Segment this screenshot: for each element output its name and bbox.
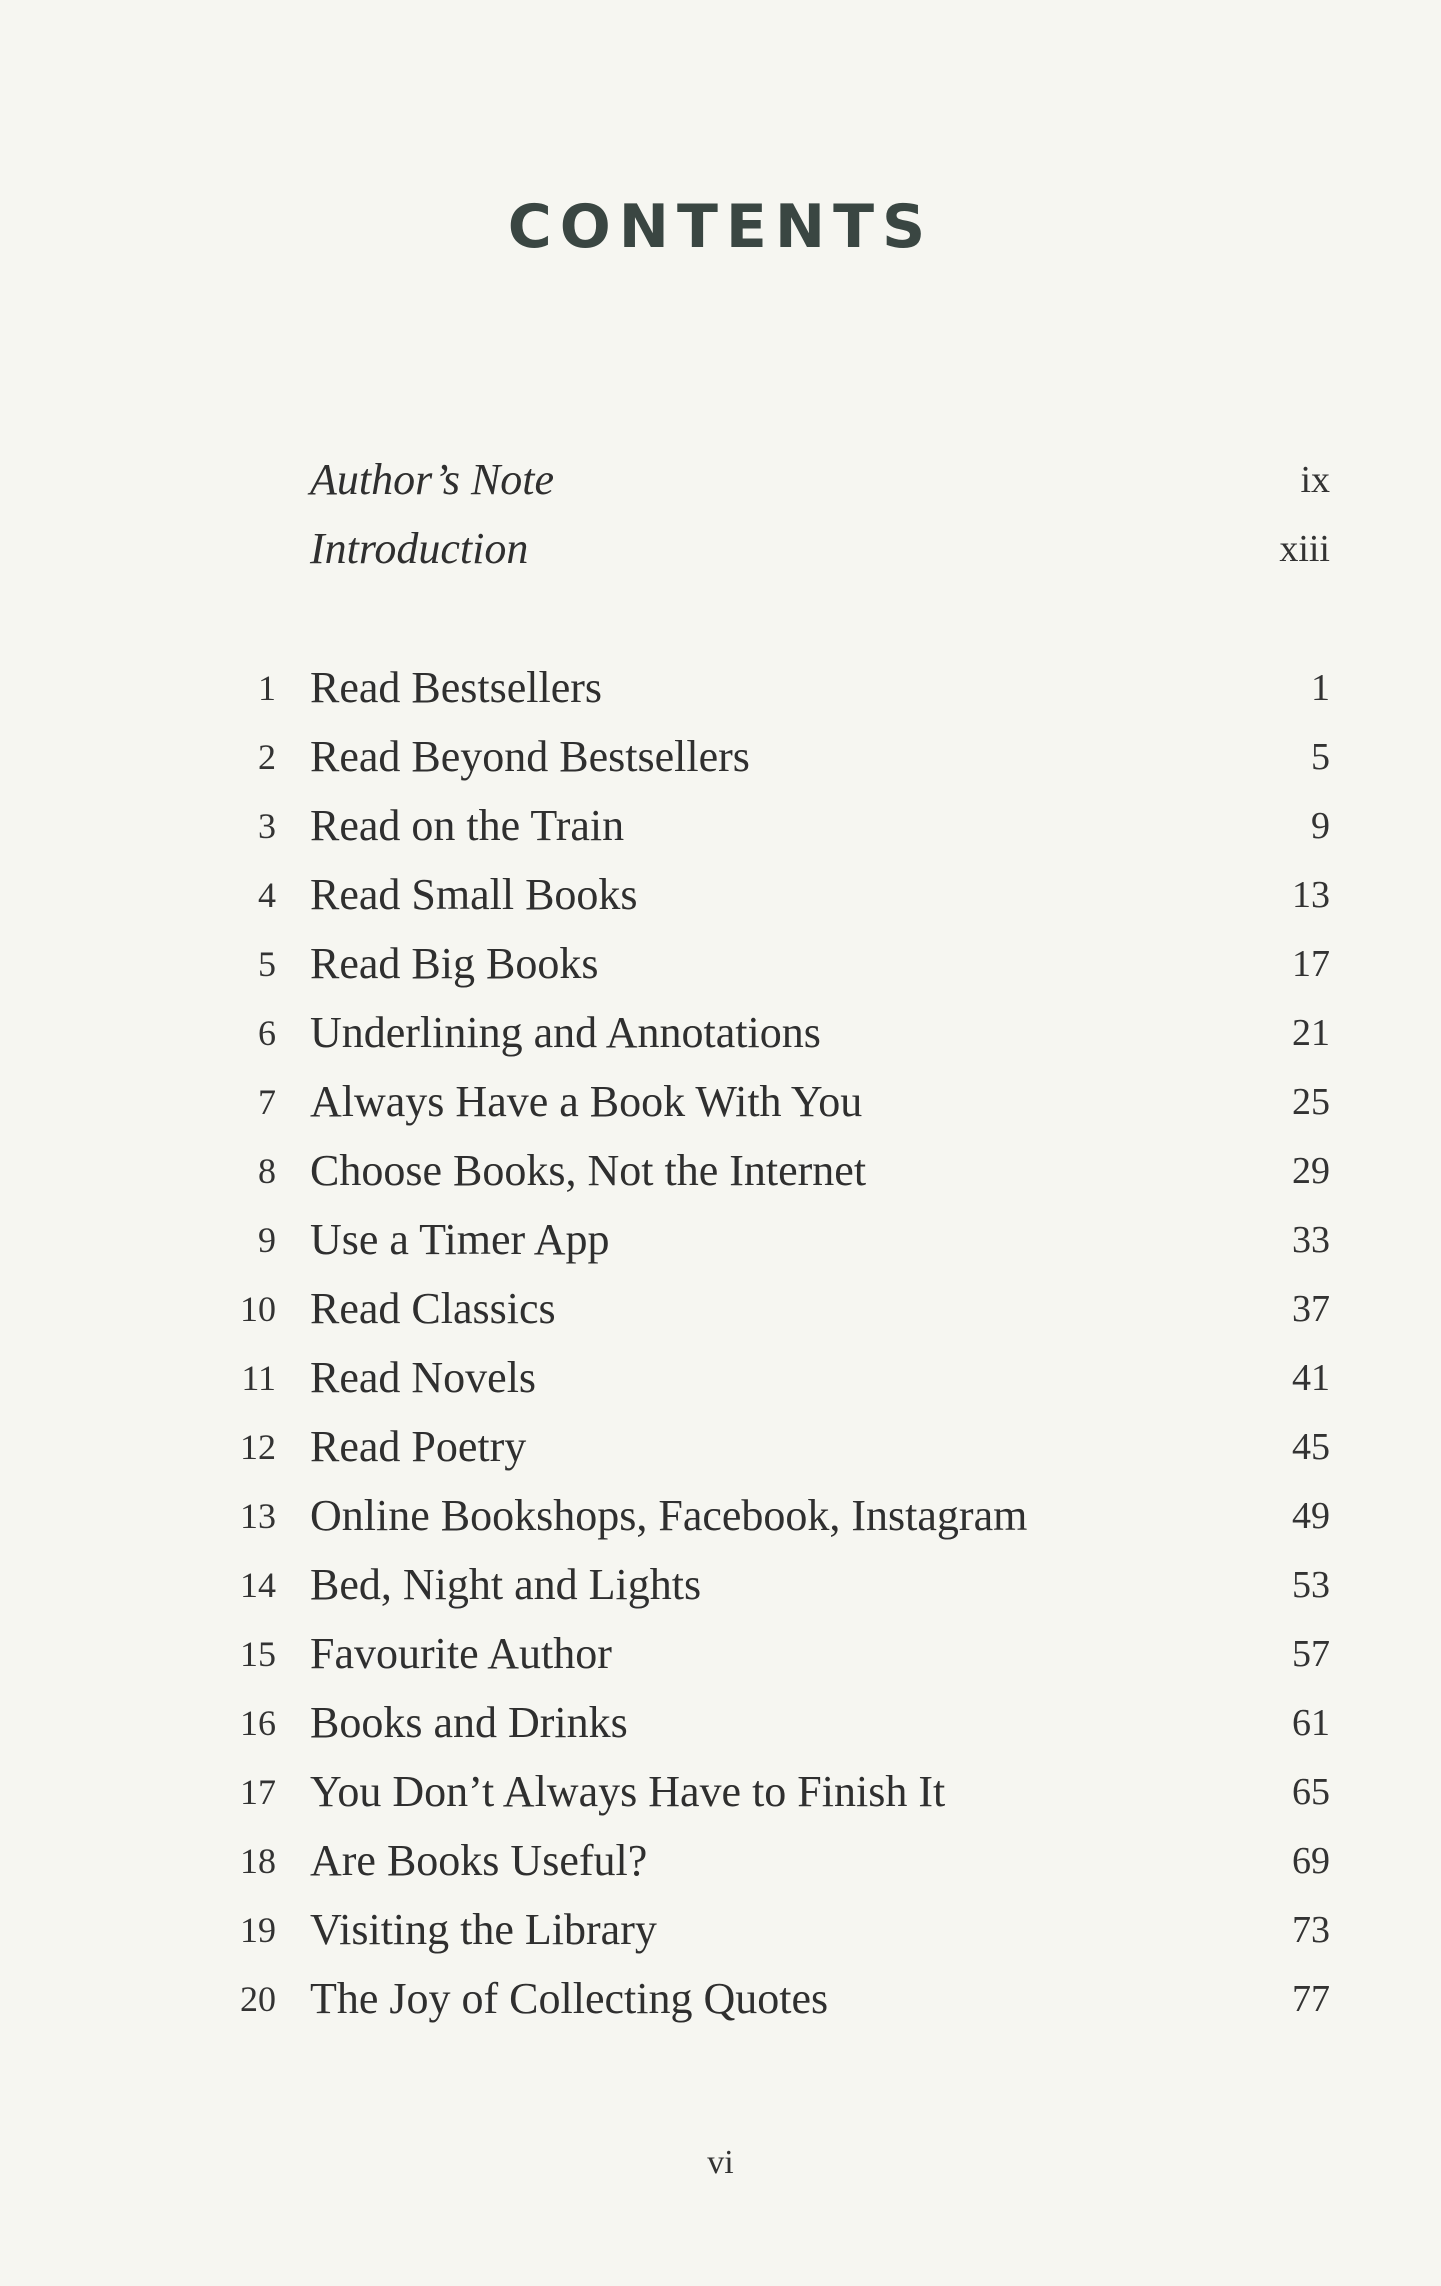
entry-page: 53 — [1292, 1564, 1330, 1606]
toc-entry-authors-note[interactable] — [220, 450, 1330, 510]
entry-number: 6 — [258, 1013, 276, 1053]
toc-entry-chapter-20[interactable] — [220, 1969, 1330, 2029]
entry-number: 13 — [240, 1496, 276, 1536]
entry-title: Are Books Useful? — [310, 1836, 648, 1885]
entry-number: 3 — [258, 806, 276, 846]
entry-title: Choose Books, Not the Internet — [310, 1146, 867, 1195]
toc-entry-chapter-11[interactable] — [220, 1348, 1330, 1408]
entry-number: 10 — [240, 1289, 276, 1329]
entry-page: 49 — [1292, 1495, 1330, 1537]
entry-page: 13 — [1292, 874, 1330, 916]
entry-title: Online Bookshops, Facebook, Instagram — [310, 1491, 1028, 1540]
entry-page: 65 — [1292, 1771, 1330, 1813]
page-number: vi — [707, 2144, 734, 2181]
entry-page: 57 — [1292, 1633, 1330, 1675]
entry-number: 16 — [240, 1703, 276, 1743]
entry-title: The Joy of Collecting Quotes — [310, 1974, 829, 2023]
entry-number: 11 — [241, 1358, 276, 1398]
toc-entry-chapter-9[interactable] — [220, 1210, 1330, 1270]
entry-page: 77 — [1292, 1978, 1330, 2020]
entry-page: 41 — [1292, 1357, 1330, 1399]
toc-entry-chapter-2[interactable] — [220, 727, 1330, 787]
entry-title: Books and Drinks — [310, 1698, 628, 1747]
entry-number: 17 — [240, 1772, 276, 1812]
entry-number: 14 — [240, 1565, 276, 1605]
entry-title: Visiting the Library — [310, 1905, 657, 1954]
toc-entry-chapter-5[interactable] — [220, 934, 1330, 994]
entry-page: 45 — [1292, 1426, 1330, 1468]
toc-entry-chapter-10[interactable] — [220, 1279, 1330, 1339]
toc-entry-chapter-17[interactable] — [220, 1762, 1330, 1822]
entry-page: 25 — [1292, 1081, 1330, 1123]
entry-page: xiii — [1279, 528, 1330, 570]
entry-number: 2 — [258, 737, 276, 777]
entry-number: 8 — [258, 1151, 276, 1191]
toc-entry-chapter-3[interactable] — [220, 796, 1330, 856]
toc-entry-chapter-18[interactable] — [220, 1831, 1330, 1891]
entry-number: 9 — [258, 1220, 276, 1260]
toc-entry-chapter-19[interactable] — [220, 1900, 1330, 1960]
entry-title: Bed, Night and Lights — [310, 1560, 702, 1609]
entry-title: Underlining and Annotations — [310, 1008, 821, 1057]
toc-entry-chapter-13[interactable] — [220, 1486, 1330, 1546]
toc-entry-chapter-12[interactable] — [220, 1417, 1330, 1477]
entry-page: 69 — [1292, 1840, 1330, 1882]
entry-title: You Don’t Always Have to Finish It — [310, 1767, 946, 1816]
entry-number: 18 — [240, 1841, 276, 1881]
entry-page: 61 — [1292, 1702, 1330, 1744]
entry-page: 5 — [1311, 736, 1330, 778]
entry-title: Read Classics — [310, 1284, 556, 1333]
entry-number: 15 — [240, 1634, 276, 1674]
entry-number: 19 — [240, 1910, 276, 1950]
toc-entry-chapter-6[interactable] — [220, 1003, 1330, 1063]
toc-entry-chapter-15[interactable] — [220, 1624, 1330, 1684]
entry-title: Introduction — [310, 524, 529, 573]
toc-entry-chapter-16[interactable] — [220, 1693, 1330, 1753]
toc-entry-chapter-7[interactable] — [220, 1072, 1330, 1132]
toc-entry-chapter-1[interactable] — [220, 658, 1330, 718]
entry-page: 73 — [1292, 1909, 1330, 1951]
entry-title: Read Poetry — [310, 1422, 527, 1471]
entry-title: Read Beyond Bestsellers — [310, 732, 750, 781]
toc-entry-chapter-4[interactable] — [220, 865, 1330, 925]
entry-number: 12 — [240, 1427, 276, 1467]
entry-title: Always Have a Book With You — [310, 1077, 863, 1126]
entry-title: Read Bestsellers — [310, 663, 603, 712]
entry-title: Favourite Author — [310, 1629, 612, 1678]
entry-title: Read Novels — [310, 1353, 537, 1402]
toc-entry-introduction[interactable] — [220, 519, 1330, 579]
entry-page: ix — [1300, 459, 1330, 501]
entry-number: 20 — [240, 1979, 276, 2019]
entry-title: Use a Timer App — [310, 1215, 610, 1264]
page-title: CONTENTS — [507, 192, 934, 262]
entry-page: 29 — [1292, 1150, 1330, 1192]
entry-number: 7 — [258, 1082, 276, 1122]
entry-page: 9 — [1311, 805, 1330, 847]
entry-page: 17 — [1292, 943, 1330, 985]
entry-number: 1 — [258, 668, 276, 708]
entry-page: 33 — [1292, 1219, 1330, 1261]
entry-title: Read Small Books — [310, 870, 638, 919]
entry-page: 1 — [1311, 667, 1330, 709]
entry-page: 21 — [1292, 1012, 1330, 1054]
entry-title: Read on the Train — [310, 801, 625, 850]
entry-title: Author’s Note — [310, 455, 555, 504]
entry-page: 37 — [1292, 1288, 1330, 1330]
entry-number: 4 — [258, 875, 276, 915]
entry-title: Read Big Books — [310, 939, 599, 988]
toc-entry-chapter-14[interactable] — [220, 1555, 1330, 1615]
entry-number: 5 — [258, 944, 276, 984]
toc-entry-chapter-8[interactable] — [220, 1141, 1330, 1201]
